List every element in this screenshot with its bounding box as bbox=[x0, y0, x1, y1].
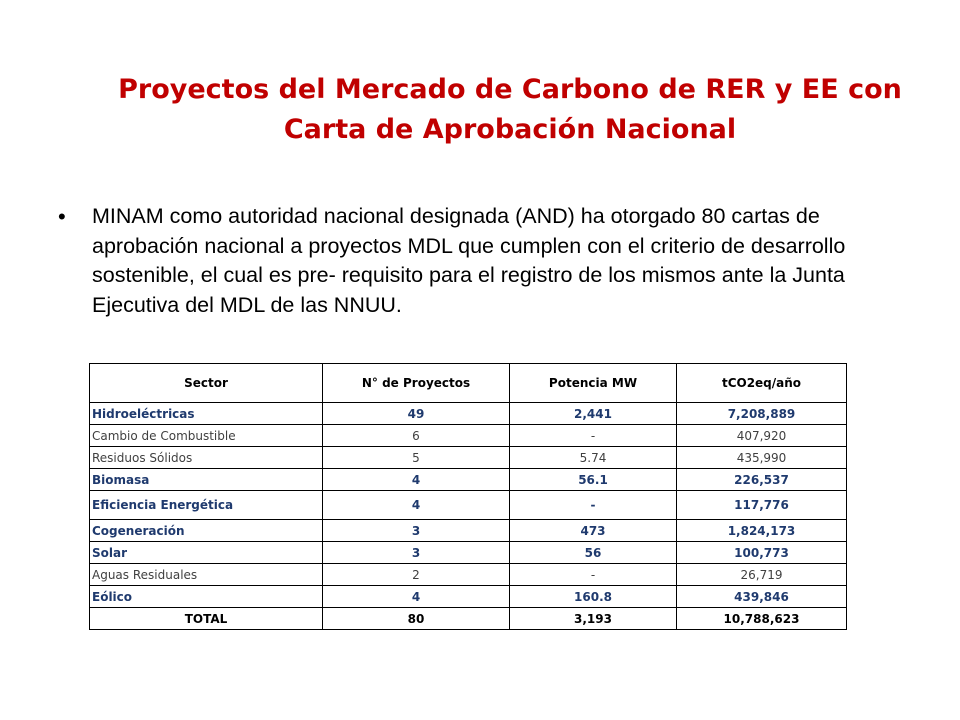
cell-projects: 49 bbox=[323, 403, 510, 425]
cell-emissions: 439,846 bbox=[677, 586, 847, 608]
cell-total-label: TOTAL bbox=[90, 608, 323, 630]
table-total-row bbox=[90, 608, 847, 630]
cell-emissions: 226,537 bbox=[677, 469, 847, 491]
cell-projects: 4 bbox=[323, 586, 510, 608]
cell-total-projects: 80 bbox=[323, 608, 510, 630]
slide-title-line-1: Proyectos del Mercado de Carbono de RER y EE con bbox=[118, 74, 902, 105]
table-row bbox=[90, 542, 847, 564]
cell-sector: Residuos Sólidos bbox=[90, 447, 323, 469]
cell-projects: 5 bbox=[323, 447, 510, 469]
cell-emissions: 1,824,173 bbox=[677, 520, 847, 542]
projects-table bbox=[89, 363, 847, 630]
slide-title-line-2: Carta de Aprobación Nacional bbox=[283, 114, 737, 145]
bullet-symbol: • bbox=[58, 204, 66, 229]
table-row bbox=[90, 469, 847, 491]
cell-power: 5.74 bbox=[510, 447, 677, 469]
table-row bbox=[90, 520, 847, 542]
cell-power: 160.8 bbox=[510, 586, 677, 608]
cell-projects: 3 bbox=[323, 542, 510, 564]
table-row bbox=[90, 425, 847, 447]
cell-total-emissions: 10,788,623 bbox=[677, 608, 847, 630]
cell-projects: 6 bbox=[323, 425, 510, 447]
cell-sector: Eólico bbox=[90, 586, 323, 608]
header-emissions: tCO2eq/año bbox=[677, 364, 847, 403]
cell-emissions: 407,920 bbox=[677, 425, 847, 447]
cell-emissions: 7,208,889 bbox=[677, 403, 847, 425]
cell-emissions: 26,719 bbox=[677, 564, 847, 586]
cell-projects: 4 bbox=[323, 491, 510, 520]
cell-total-power: 3,193 bbox=[510, 608, 677, 630]
bullet-list bbox=[58, 202, 848, 320]
cell-sector: Biomasa bbox=[90, 469, 323, 491]
table-row bbox=[90, 586, 847, 608]
cell-emissions: 435,990 bbox=[677, 447, 847, 469]
table-header-row bbox=[90, 364, 847, 403]
table-row bbox=[90, 564, 847, 586]
cell-sector: Aguas Residuales bbox=[90, 564, 323, 586]
cell-power: - bbox=[510, 491, 677, 520]
header-power: Potencia MW bbox=[510, 364, 677, 403]
cell-emissions: 100,773 bbox=[677, 542, 847, 564]
cell-sector: Hidroeléctricas bbox=[90, 403, 323, 425]
cell-projects: 3 bbox=[323, 520, 510, 542]
cell-sector: Cogeneración bbox=[90, 520, 323, 542]
cell-emissions: 117,776 bbox=[677, 491, 847, 520]
cell-power: - bbox=[510, 564, 677, 586]
cell-projects: 2 bbox=[323, 564, 510, 586]
table-row bbox=[90, 491, 847, 520]
cell-projects: 4 bbox=[323, 469, 510, 491]
cell-sector: Cambio de Combustible bbox=[90, 425, 323, 447]
header-sector: Sector bbox=[90, 364, 323, 403]
cell-sector: Solar bbox=[90, 542, 323, 564]
cell-power: 56 bbox=[510, 542, 677, 564]
table-row bbox=[90, 403, 847, 425]
cell-sector: Eficiencia Energética bbox=[90, 491, 323, 520]
cell-power: 56.1 bbox=[510, 469, 677, 491]
bullet-text: MINAM como autoridad nacional designada (AND) ha otorgado 80 cartas de aprobación nacional a proyectos MDL que cumplen con el criterio de desarrollo sostenible, el cual es pre- requisito para el registro de los mismos ante la Junta Ejecutiva del MDL de las NNUU. bbox=[92, 204, 846, 317]
cell-power: 473 bbox=[510, 520, 677, 542]
header-projects: N° de Proyectos bbox=[323, 364, 510, 403]
cell-power: - bbox=[510, 425, 677, 447]
slide-title bbox=[60, 70, 960, 150]
table-row bbox=[90, 447, 847, 469]
cell-power: 2,441 bbox=[510, 403, 677, 425]
bullet-item bbox=[58, 202, 848, 320]
projects-table-container bbox=[89, 363, 846, 630]
